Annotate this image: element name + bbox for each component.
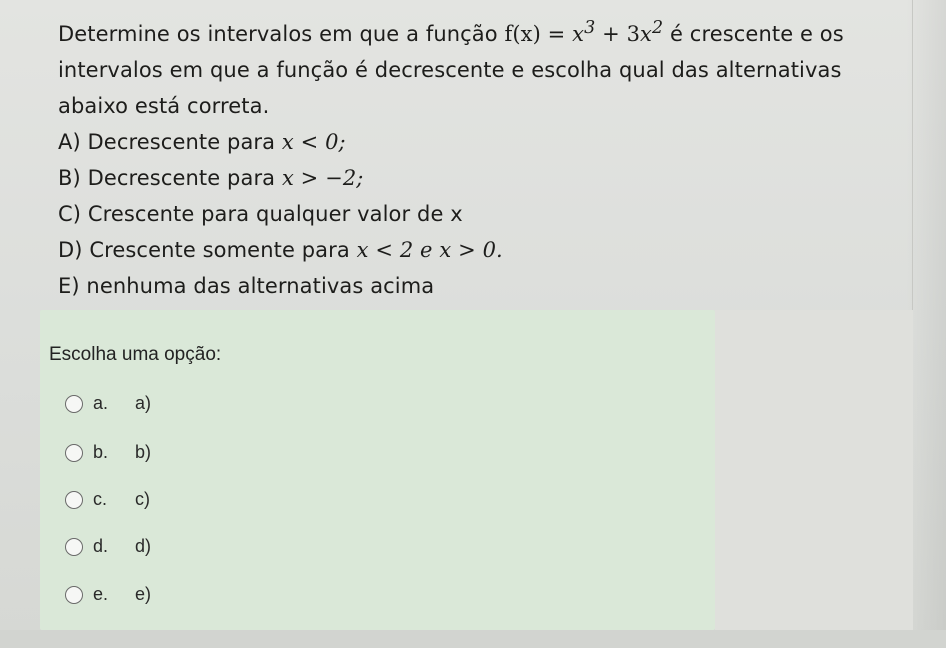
question-line-2: intervalos em que a função é decrescente e escolha qual das alternativas bbox=[58, 58, 842, 82]
option-c-letter: c. bbox=[93, 489, 108, 509]
alternative-e: E) nenhuma das alternativas acima bbox=[58, 274, 435, 298]
alternative-d-math-2: x > 0. bbox=[439, 238, 503, 262]
equals-sign: = bbox=[540, 22, 573, 46]
alternative-a bbox=[58, 124, 928, 160]
option-e-label: e) bbox=[135, 584, 152, 604]
option-c[interactable] bbox=[65, 489, 150, 510]
option-e-letter: e. bbox=[93, 584, 109, 604]
alternative-d bbox=[58, 232, 928, 268]
option-b[interactable] bbox=[65, 442, 151, 463]
alternative-c: C) Crescente para qualquer valor de x bbox=[58, 202, 463, 226]
function-name: f(x) bbox=[504, 22, 541, 46]
alternative-d-math-1: x < 2 bbox=[356, 238, 414, 262]
plus-coefficient: + 3 bbox=[595, 22, 641, 46]
radio-d[interactable] bbox=[65, 538, 83, 556]
option-c-label: c) bbox=[135, 489, 150, 509]
answer-prompt: Escolha uma opção: bbox=[49, 344, 222, 365]
option-d[interactable] bbox=[65, 536, 151, 557]
option-d-letter: d. bbox=[93, 536, 109, 556]
radio-a[interactable] bbox=[65, 395, 83, 413]
question-intro: Determine os intervalos em que a função bbox=[58, 22, 505, 46]
question-text bbox=[58, 10, 928, 304]
radio-b[interactable] bbox=[65, 444, 83, 462]
term-x2: x bbox=[640, 22, 652, 46]
answer-panel-margin bbox=[715, 310, 913, 630]
option-a-label: a) bbox=[135, 393, 152, 413]
exponent-3: 3 bbox=[584, 18, 596, 38]
alternative-a-text: A) Decrescente para bbox=[58, 130, 282, 154]
option-b-letter: b. bbox=[93, 442, 109, 462]
alternative-b bbox=[58, 160, 928, 196]
alternative-d-text: D) Crescente somente para bbox=[58, 238, 357, 262]
alternative-b-text: B) Decrescente para bbox=[58, 166, 282, 190]
alternative-a-math: x < 0; bbox=[281, 130, 346, 154]
question-intro-end: é crescente e os bbox=[663, 22, 844, 46]
option-a-letter: a. bbox=[93, 393, 109, 413]
radio-c[interactable] bbox=[65, 491, 83, 509]
option-b-label: b) bbox=[135, 442, 152, 462]
alternative-b-math: x > −2; bbox=[281, 166, 364, 190]
option-e[interactable] bbox=[65, 584, 151, 605]
radio-e[interactable] bbox=[65, 586, 83, 604]
term-x: x bbox=[572, 22, 585, 46]
option-d-label: d) bbox=[135, 536, 152, 556]
option-a[interactable] bbox=[65, 393, 151, 414]
question-line-1 bbox=[58, 10, 928, 52]
bottom-band bbox=[0, 630, 946, 648]
exponent-2: 2 bbox=[652, 18, 664, 38]
alternative-d-connector: e bbox=[413, 238, 440, 262]
question-line-3: abaixo está correta. bbox=[58, 94, 270, 118]
